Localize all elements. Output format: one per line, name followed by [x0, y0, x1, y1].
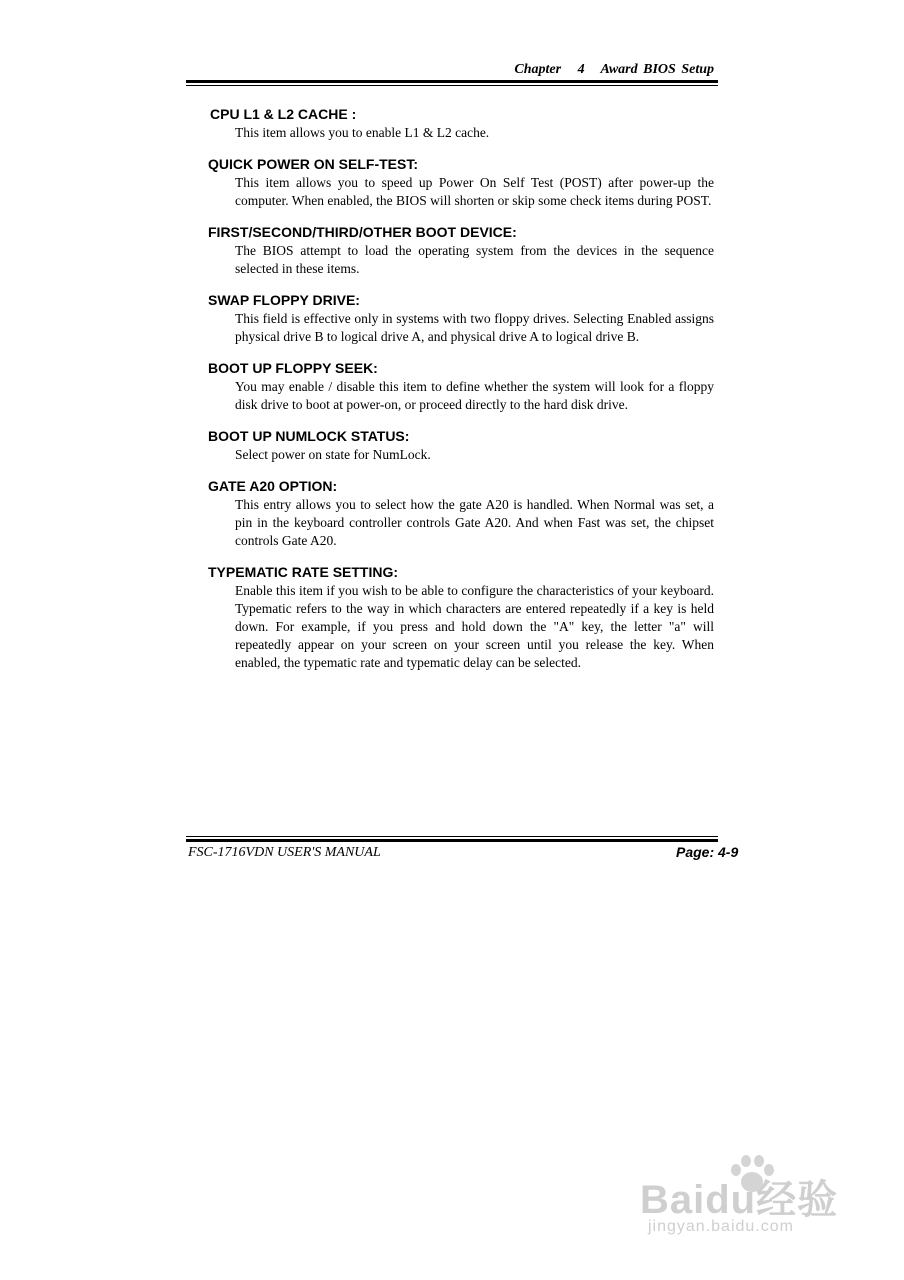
section-typematic	[208, 564, 714, 672]
section-text: This item allows you to enable L1 & L2 cache.	[235, 125, 490, 140]
section-text: Enable this item if you wish to be able to configure the characteristics of your keyboard. Typematic refers to the way in which characters are entered repeatedly if a key is held down. For example, if you press and hold down the "A" key, the letter "a" will repeatedly appear on your screen on your screen until you release the key. When enabled, the typematic rate and typematic delay can be selected.	[235, 583, 714, 670]
document-body	[208, 106, 714, 686]
section-text: You may enable / disable this item to define whether the system will look for a floppy disk drive to boot at power-on, or proceed directly to the hard disk drive.	[235, 379, 714, 412]
section-heading: GATE A20 OPTION:	[208, 478, 338, 494]
section-cpu-cache	[208, 106, 714, 142]
footer-rule-thin	[186, 836, 718, 837]
section-gate-a20	[208, 478, 714, 550]
section-quick-post	[208, 156, 714, 210]
section-heading: BOOT UP NUMLOCK STATUS:	[208, 428, 410, 444]
header-rule-thin	[186, 85, 718, 86]
section-text: This field is effective only in systems with two floppy drives. Selecting Enabled assigns physical drive B to logical drive A, and physical drive A to logical drive B.	[235, 311, 714, 344]
section-heading: CPU L1 & L2 CACHE :	[210, 106, 357, 122]
section-text: Select power on state for NumLock.	[235, 447, 431, 462]
section-heading: FIRST/SECOND/THIRD/OTHER BOOT DEVICE:	[208, 224, 517, 240]
section-boot-device	[208, 224, 714, 278]
section-heading: QUICK POWER ON SELF-TEST:	[208, 156, 418, 172]
section-swap-floppy	[208, 292, 714, 346]
chapter-header: Chapter 4 Award BIOS Setup	[514, 62, 714, 77]
watermark	[640, 1150, 860, 1250]
section-text: The BIOS attempt to load the operating system from the devices in the sequence selected in these items.	[235, 243, 714, 276]
header-rule-thick	[186, 80, 718, 83]
watermark-url: jingyan.baidu.com	[648, 1218, 794, 1235]
manual-title: FSC-1716VDN USER'S MANUAL	[188, 845, 381, 860]
footer-rule-thick	[186, 839, 718, 842]
section-text: This entry allows you to select how the gate A20 is handled. When Normal was set, a pin in the keyboard controller controls Gate A20. And when Fast was set, the chipset controls Gate A20.	[235, 497, 714, 548]
section-text: This item allows you to speed up Power On Self Test (POST) after power-up the computer. When enabled, the BIOS will shorten or skip some check items during POST.	[235, 175, 714, 208]
section-heading: BOOT UP FLOPPY SEEK:	[208, 360, 378, 376]
watermark-logo: Baidu经验	[640, 1178, 839, 1222]
section-heading: TYPEMATIC RATE SETTING:	[208, 564, 399, 580]
section-heading: SWAP FLOPPY DRIVE:	[208, 292, 360, 308]
page-number: Page: 4-9	[676, 844, 739, 860]
section-numlock	[208, 428, 714, 464]
section-floppy-seek	[208, 360, 714, 414]
